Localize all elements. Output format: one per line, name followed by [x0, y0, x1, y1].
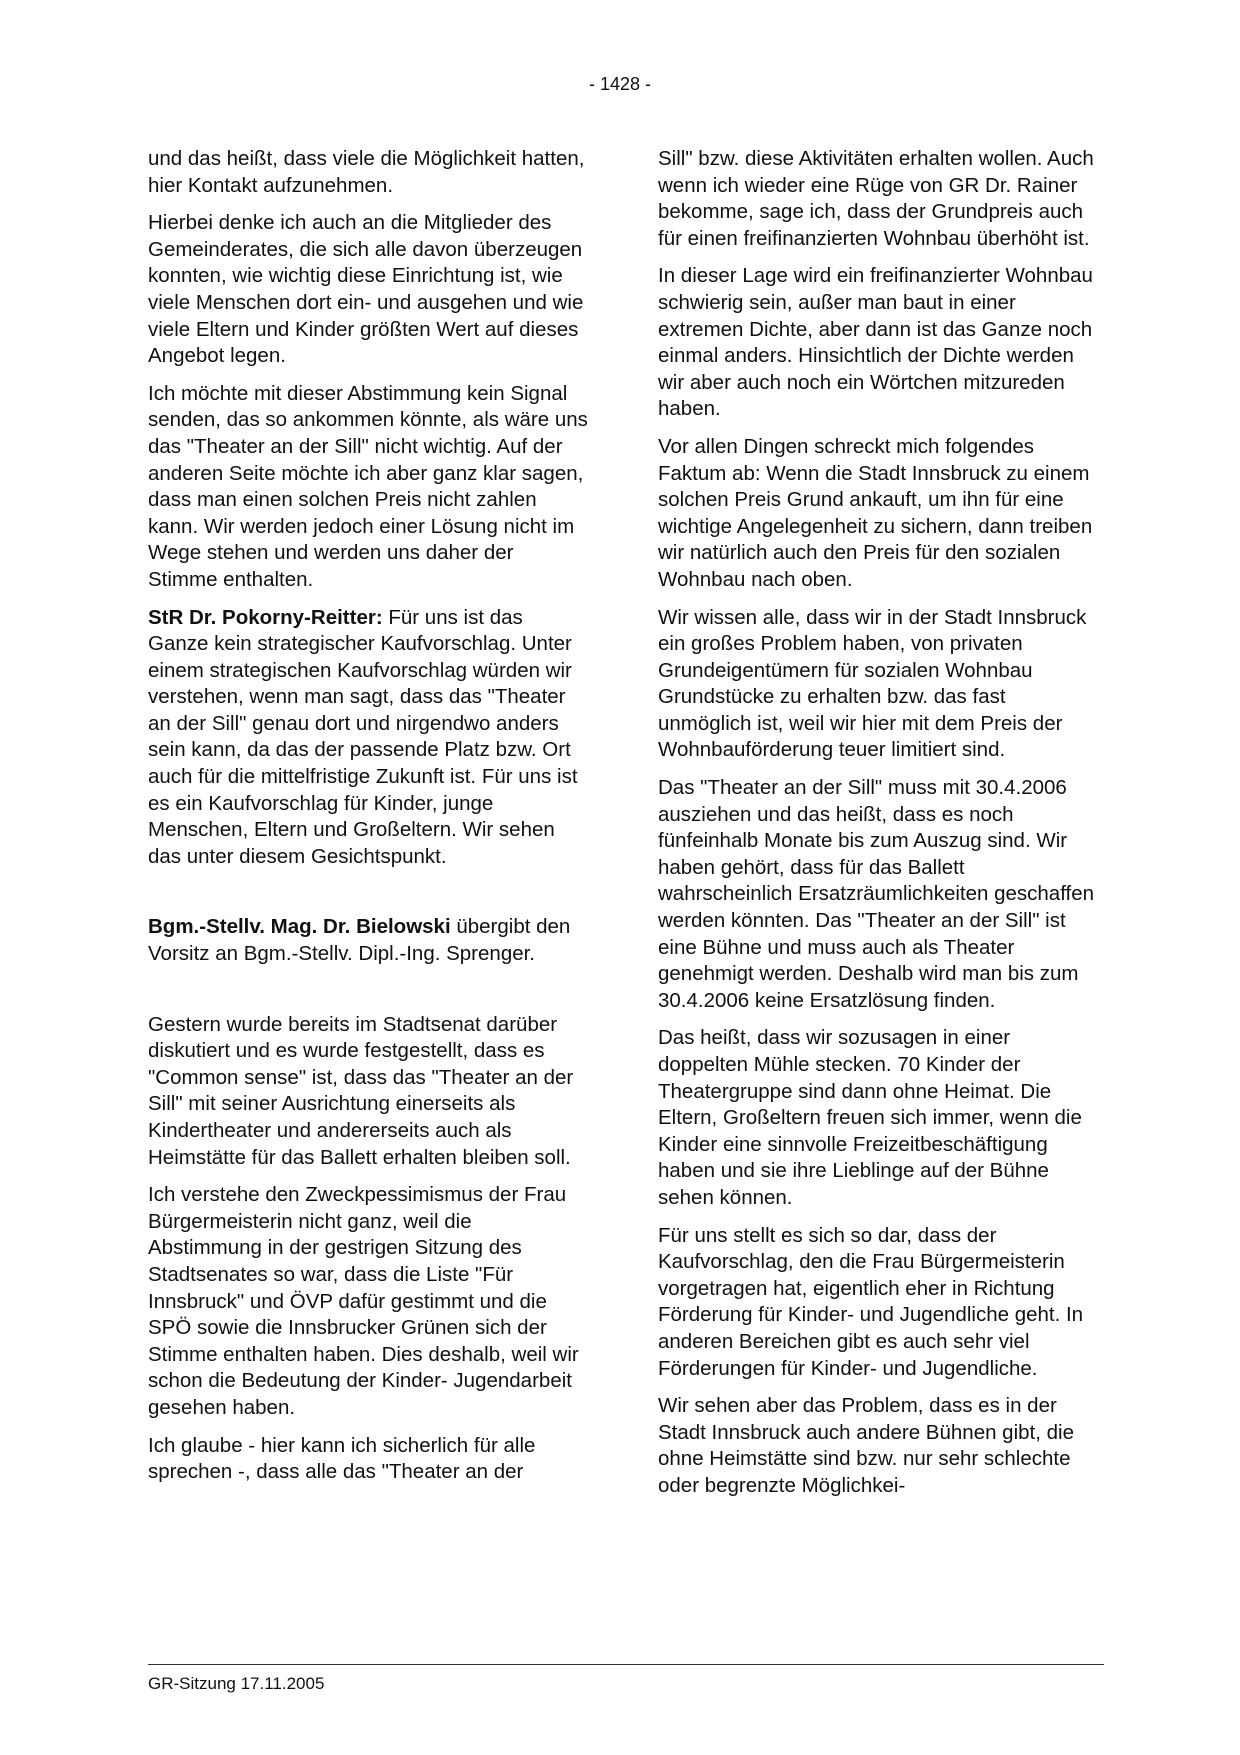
- paragraph: Wir sehen aber das Problem, dass es in der Stadt Innsbruck auch andere Bühnen gibt, die ohne Heimstätte sind bzw. nur sehr schlechte oder begrenzte Möglichkei-: [658, 1394, 1074, 1497]
- paragraph: und das heißt, dass viele die Möglichkeit hatten, hier Kontakt aufzunehmen.: [148, 147, 585, 197]
- paragraph: Sill" bzw. diese Aktivitäten erhalten wollen. Auch wenn ich wieder eine Rüge von GR Dr. Rainer bekomme, sage ich, dass der Grundpreis auch für einen freifinanzierten Wohnbau überhöht ist.: [658, 147, 1094, 250]
- footer-divider: [148, 1664, 1104, 1665]
- page-number: - 1428 -: [588, 74, 652, 94]
- paragraph: Bgm.-Stellv. Mag. Dr. Bielowski übergibt den Vorsitz an Bgm.-Stellv. Dipl.-Ing. Sprenger.: [148, 915, 571, 966]
- footer-session-date: GR-Sitzung 17.11.2005: [148, 1674, 325, 1693]
- paragraph: Hierbei denke ich auch an die Mitglieder des Gemeinderates, die sich alle davon überzeugen konnten, wie wichtig diese Einrichtung ist, wie viele Menschen dort ein- und ausgehen und wie viele Eltern und Kinder größten Wert auf dieses Angebot legen.: [148, 211, 584, 368]
- paragraph: Das heißt, dass wir sozusagen in einer doppelten Mühle stecken. 70 Kinder der Theatergruppe sind dann ohne Heimat. Die Eltern, Großeltern freuen sich immer, wenn die Kinder eine sinnvolle Freizeitbeschäftigung haben und sie ihre Lieblinge auf der Bühne sehen können.: [658, 1026, 1082, 1209]
- paragraph: Gestern wurde bereits im Stadtsenat darüber diskutiert und es wurde festgestellt, dass es "Common sense" ist, dass das "Theater an der Sill" mit seiner Ausrichtung einerseits als Kindertheater und andererseits auch als Heimstätte für das Ballett erhalten bleiben soll.: [148, 1012, 574, 1169]
- paragraph: Ich möchte mit dieser Abstimmung kein Signal senden, das so ankommen könnte, als wäre uns das "Theater an der Sill" nicht wichtig. Auf der anderen Seite möchte ich aber ganz klar sagen, dass man einen solchen Preis nicht zahlen kann. Wir werden jedoch einer Lösung nicht im Wege stehen und werden uns daher der Stimme enthalten.: [148, 381, 588, 591]
- paragraph: Wir wissen alle, dass wir in der Stadt Innsbruck ein großes Problem haben, von privaten Grundeigentümern für sozialen Wohnbau Grundstücke zu erhalten bzw. das fast unmöglich ist, weil wir hier mit dem Preis der Wohnbauförderung teuer limitiert sind.: [658, 605, 1087, 762]
- right-column: [658, 146, 1098, 1511]
- paragraph: StR Dr. Pokorny-Reitter: Für uns ist das Ganze kein strategischer Kaufvorschlag. Unter einem strategischen Kaufvorschlag würden wir verstehen, wenn man sagt, dass das "Theater an der Sill" genau dort und nirgendwo anders sein kann, da das der passende Platz bzw. Ort auch für die mittelfristige Zukunft ist. Für uns ist es ein Kaufvorschlag für Kinder, junge Menschen, Eltern und Großeltern. Wir sehen das unter diesem Gesichtspunkt.: [148, 605, 578, 868]
- paragraph: Ich verstehe den Zweckpessimismus der Frau Bürgermeisterin nicht ganz, weil die Abstimmung in der gestrigen Sitzung des Stadtsenates so war, dass die Liste "Für Innsbruck" und ÖVP dafür gestimmt und die SPÖ sowie die Innsbrucker Grünen sich der Stimme enthalten haben. Dies deshalb, weil wir schon die Bedeutung der Kinder- Jugendarbeit gesehen haben.: [148, 1183, 579, 1419]
- speaker-name: Bgm.-Stellv. Mag. Dr. Bielowski: [148, 915, 451, 939]
- paragraph: Vor allen Dingen schreckt mich folgendes Faktum ab: Wenn die Stadt Innsbruck zu einem solchen Preis Grund ankauft, um ihn für eine wichtige Angelegenheit zu sichern, dann treiben wir natürlich auch den Preis für den sozialen Wohnbau nach oben.: [658, 434, 1093, 591]
- paragraph: Das "Theater an der Sill" muss mit 30.4.2006 ausziehen und das heißt, dass es noch fünfeinhalb Monate bis zum Auszug sind. Wir haben gehört, dass für das Ballett wahrscheinlich Ersatzräumlichkeiten geschaffen werden könnten. Das "Theater an der Sill" ist eine Bühne und muss auch als Theater genehmigt werden. Deshalb wird man bis zum 30.4.2006 keine Ersatzlösung finden.: [658, 776, 1095, 1012]
- speaker-name: StR Dr. Pokorny-Reitter:: [148, 605, 383, 629]
- left-column: [148, 146, 588, 1497]
- paragraph: In dieser Lage wird ein freifinanzierter Wohnbau schwierig sein, außer man baut in einer extremen Dichte, aber dann ist das Ganze noch einmal anders. Hinsichtlich der Dichte werden wir aber auch noch ein Wörtchen mitzureden haben.: [658, 264, 1093, 421]
- paragraph: Ich glaube - hier kann ich sicherlich für alle sprechen -, dass alle das "Theater an der: [148, 1433, 536, 1484]
- paragraph: Für uns stellt es sich so dar, dass der Kaufvorschlag, den die Frau Bürgermeisterin vorgetragen hat, eigentlich eher in Richtung Förderung für Kinder- und Jugendliche geht. In anderen Bereichen gibt es auch sehr viel Förderungen für Kinder- und Jugendliche.: [658, 1223, 1084, 1380]
